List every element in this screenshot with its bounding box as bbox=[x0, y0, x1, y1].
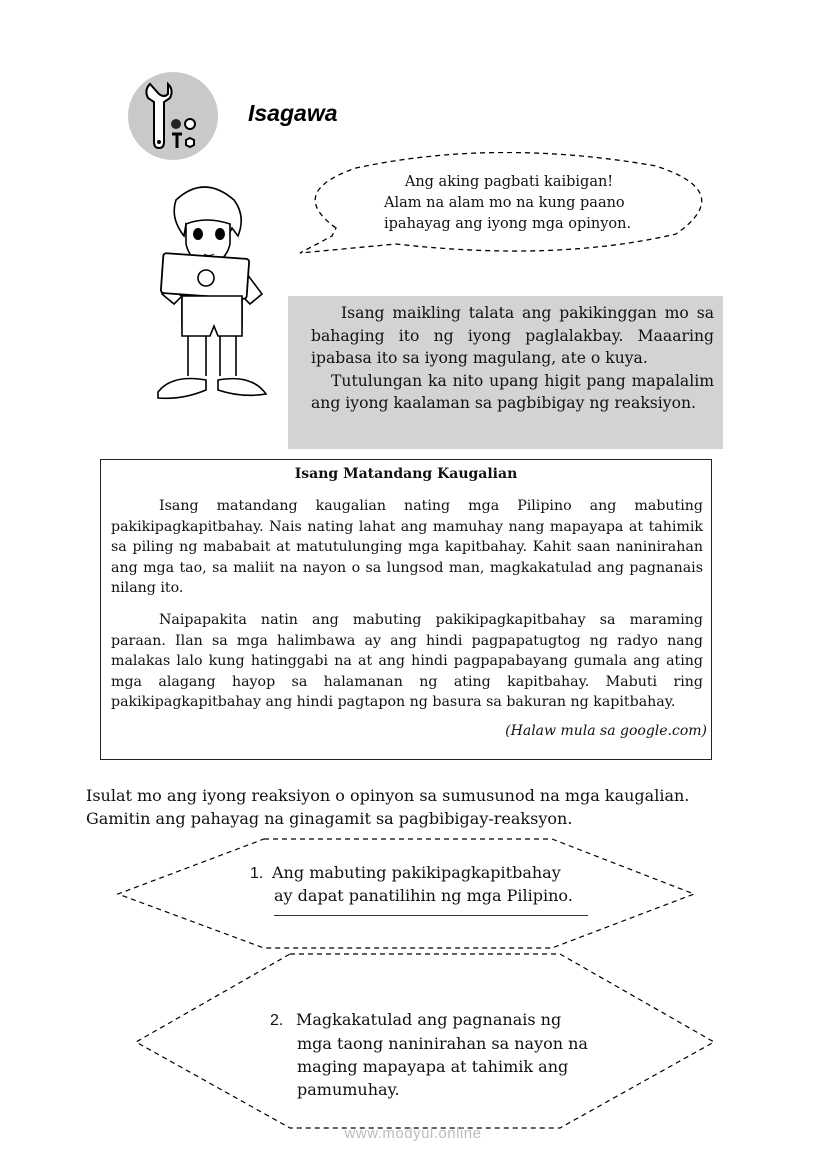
intro-paragraph: Isang maikling talata ang pakikinggan mo sa bahaging ito ng iyong paglalakbay. Maaaring ipabasa ito sa iyong magulang, ate o kuya. bbox=[311, 304, 714, 368]
item-line: pamumuhay. bbox=[297, 1080, 400, 1099]
instruction-line: Gamitin ang pahayag na ginagamit sa pagbibigay-reaksyon. bbox=[86, 809, 573, 828]
story-paragraph: Naipapakita natin ang mabuting pakikipagkapitbahay sa maraming paraan. Ilan sa mga halimbawa ay ang hindi pagpapatugtog ng radyo nang malakas lalo kung hatinggabi na at ang hindi pagpapabayang gumala ang ating mga alagang hayop sa halamanan ng ating kapitbahay. Mabuti ring pakikipagkapitbahay ang hindi pagtapon ng basura sa bakuran ng kapitbahay. bbox=[111, 611, 703, 711]
item-2 bbox=[270, 1008, 630, 1101]
item-line: Magkakatulad ang pagnanais ng bbox=[296, 1010, 562, 1029]
story-paragraph: Isang matandang kaugalian nating mga Pilipino ang mabuting pakikipagkapitbahay. Nais nating lahat ang mamuhay nang mapayapa at tahimik sa piling ng mababait at matutulunging mga kapitbahay. Kahit saan naninirahan ang mga tao, sa maliit na nayon o sa lungsod man, magkakatulad ang pagnanais nilang ito. bbox=[111, 498, 703, 597]
item-line: maging mapayapa at tahimik ang bbox=[297, 1057, 569, 1076]
bubble-line: Ang aking pagbati kaibigan! bbox=[404, 174, 614, 190]
item-1 bbox=[250, 862, 610, 907]
page-title: Isagawa bbox=[248, 100, 338, 126]
bubble-line: Alam na alam mo na kung paano bbox=[384, 195, 625, 211]
item-line: mga taong naninirahan sa nayon na bbox=[297, 1034, 588, 1053]
story-source: (Halaw mula sa google.com) bbox=[505, 723, 707, 739]
watermark: www.modyul.online bbox=[344, 1125, 482, 1142]
answer-line[interactable] bbox=[274, 915, 588, 916]
item-number: 2. bbox=[270, 1012, 284, 1029]
item-number: 1. bbox=[250, 865, 264, 882]
bubble-line: ipahayag ang iyong mga opinyon. bbox=[384, 216, 632, 232]
item-line: ay dapat panatilihin ng mga Pilipino. bbox=[274, 886, 573, 905]
story-title: Isang Matandang Kaugalian bbox=[294, 466, 518, 482]
intro-paragraph: Tutulungan ka nito upang higit pang mapalalim ang iyong kaalaman sa pagbibigay ng reaksiyon. bbox=[311, 371, 714, 413]
item-line: Ang mabuting pakikipagkapitbahay bbox=[272, 863, 561, 882]
instruction-line: Isulat mo ang iyong reaksiyon o opinyon sa sumusunod na mga kaugalian. bbox=[86, 786, 690, 805]
